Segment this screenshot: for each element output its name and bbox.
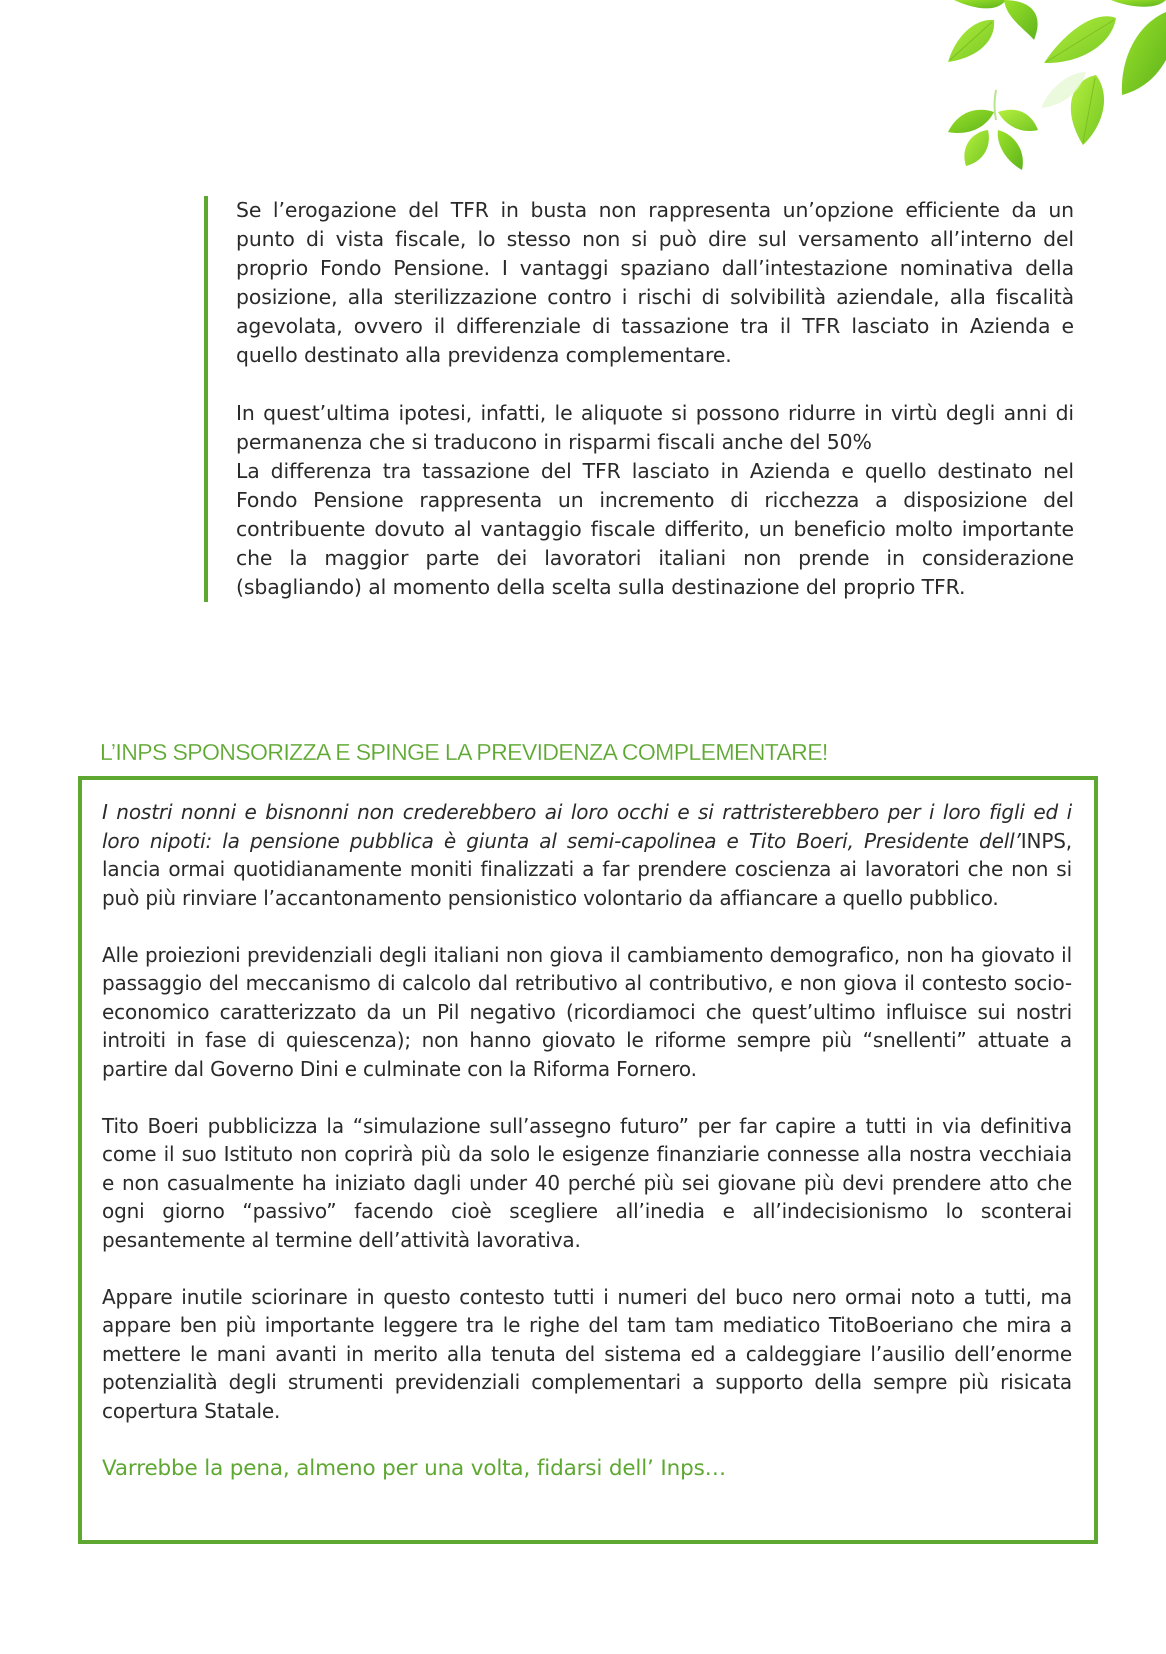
tfr-paragraph-2-line-1: In quest’ultima ipotesi, infatti, le aliquote si possono ridurre in virtù degli anni di permanenza che si traducono in risparmi fiscali anche del 50% — [236, 401, 1074, 454]
section-heading: L’INPS SPONSORIZZA E SPINGE LA PREVIDENZA COMPLEMENTARE! — [100, 739, 828, 765]
inps-paragraph-4: Appare inutile sciorinare in questo contesto tutti i numeri del buco nero ormai noto a tutti, ma appare ben più importante leggere tra le righe del tam tam mediatico TitoBoeriano che mira a mettere le mani avanti in merito alla tenuta del sistema ed a caldeggiare l’ausilio dell’enorme potenzialità degli strumenti previdenziali complementari a supporto della sempre più risicata copertura Statale. — [102, 1284, 1072, 1423]
tfr-fiscal-advantages-section — [204, 196, 1074, 602]
inps-paragraph-2: Alle proiezioni previdenziali degli italiani non giova il cambiamento demografico, non ha giovato il passaggio del meccanismo di calcolo dal retributivo al contributivo, e non giova il contesto socio-economico caratterizzato da un Pil negativo (ricordiamoci che quest’ultimo influisce sui nostri introiti in fase di quiescenza); non hanno giovato le riforme sempre più “snellenti” attuate a partire dal Governo Dini e culminate con la Riforma Fornero. — [102, 942, 1072, 1081]
inps-paragraph-1 — [102, 798, 1072, 912]
inps-paragraph-3: Tito Boeri pubblicizza la “simulazione sull’assegno futuro” per far capire a tutti in via definitiva come il suo Istituto non coprirà più da solo le esigenze finanziarie connesse alla nostra vecchiaia e non casualmente ha iniziato dagli under 40 perché più sei giovane più devi prendere atto che ogni giorno “passivo” facendo cioè scegliere all’inedia e all’indecisionismo lo sconterai pesantemente al termine dell’attività lavorativa. — [102, 1113, 1072, 1252]
tfr-paragraph-2 — [236, 399, 1074, 602]
closing-remark: Varrebbe la pena, almeno per una volta, fidarsi dell’ Inps… — [102, 1456, 726, 1481]
inps-paragraph-1-rest: INPS, lancia ormai quotidianamente moniti finalizzati a far prendere coscienza ai lavoratori che non si può più rinviare l’accantonamento pensionistico volontario da affiancare a quello pubblico. — [102, 828, 1072, 910]
tfr-paragraph-2-line-2: La differenza tra tassazione del TFR lasciato in Azienda e quello destinato nel Fondo Pensione rappresenta un incremento di ricchezza a disposizione del contribuente dovuto al vantaggio fiscale differito, un beneficio molto importante che la maggior parte dei lavoratori italiani non prende in considerazione (sbagliando) al momento della scelta sulla destinazione del proprio TFR. — [236, 459, 1074, 599]
green-leaves-icon — [876, 0, 1166, 180]
inps-section-box — [78, 776, 1098, 1544]
inps-paragraph-1-italic: I nostri nonni e bisnonni non crederebbero ai loro occhi e si rattristerebbero per i loro figli ed i loro nipoti: la pensione pubblica è giunta al semi-capolinea e Tito Boeri, Presidente dell’ — [102, 800, 1072, 853]
tfr-paragraph-1: Se l’erogazione del TFR in busta non rappresenta un’opzione efficiente da un punto di vista fiscale, lo stesso non si può dire sul versamento all’interno del proprio Fondo Pensione. I vantaggi spaziano dall’intestazione nominativa della posizione, alla sterilizzazione contro i rischi di solvibilità aziendale, alla fiscalità agevolata, ovvero il differenziale di tassazione tra il TFR lasciato in Azienda e quello destinato alla previdenza complementare. — [236, 198, 1074, 367]
